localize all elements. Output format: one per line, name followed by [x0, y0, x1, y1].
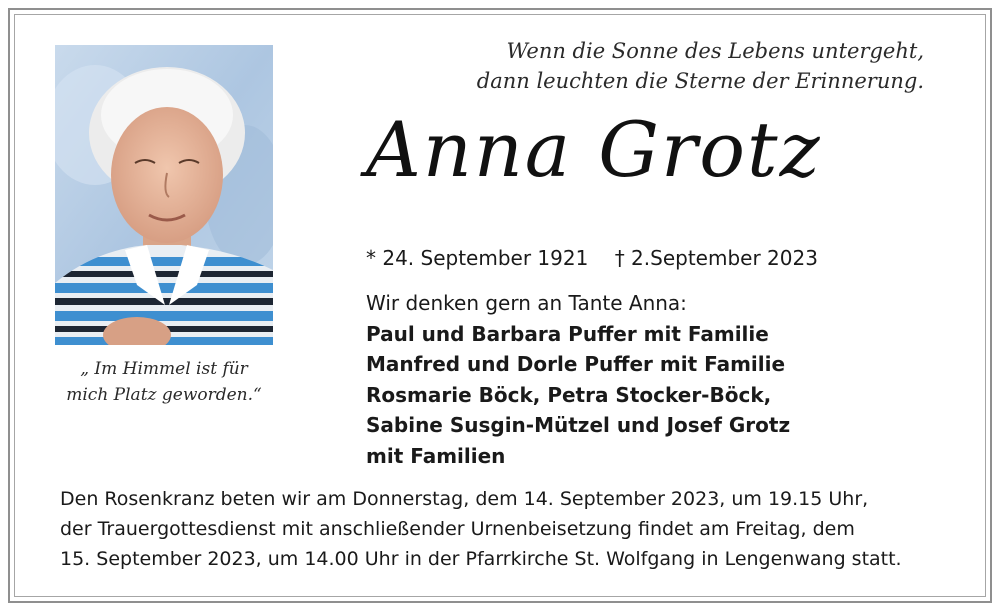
service-line: Den Rosenkranz beten wir am Donnerstag, dem 14. September 2023, um 19.15 Uhr, — [60, 488, 869, 510]
photo-caption-quote — [44, 356, 284, 408]
service-announcement — [60, 484, 902, 574]
caption-line: mich Platz geworden.“ — [66, 385, 262, 405]
birth-date: * 24. September 1921 — [366, 246, 589, 270]
death-date: † 2.September 2023 — [614, 246, 818, 270]
portrait-photo — [55, 45, 273, 345]
mourners-list — [366, 288, 790, 471]
caption-line: „ Im Himmel ist für — [80, 359, 248, 379]
service-line: der Trauergottesdienst mit anschließender Urnenbeisetzung findet am Freitag, dem — [60, 518, 855, 540]
deceased-name: Anna Grotz — [366, 105, 822, 194]
service-line: 15. September 2023, um 14.00 Uhr in der Pfarrkirche St. Wolfgang in Lengenwang statt. — [60, 548, 902, 570]
mourner-line: Paul und Barbara Puffer mit Familie — [366, 321, 769, 346]
epitaph-quote — [477, 36, 924, 96]
mourner-line: mit Familien — [366, 443, 506, 468]
portrait-illustration — [55, 45, 273, 345]
mourner-line: Rosmarie Böck, Petra Stocker-Böck, — [366, 382, 772, 407]
epitaph-line: Wenn die Sonne des Lebens untergeht, — [506, 39, 924, 63]
life-dates — [366, 244, 818, 272]
mourner-line: Sabine Susgin-Mützel und Josef Grotz — [366, 413, 791, 437]
epitaph-line: dann leuchten die Sterne der Erinnerung. — [476, 69, 924, 93]
mourner-line: Manfred und Dorle Puffer mit Familie — [366, 352, 786, 376]
mourners-intro: Wir denken gern an Tante Anna: — [366, 291, 687, 315]
